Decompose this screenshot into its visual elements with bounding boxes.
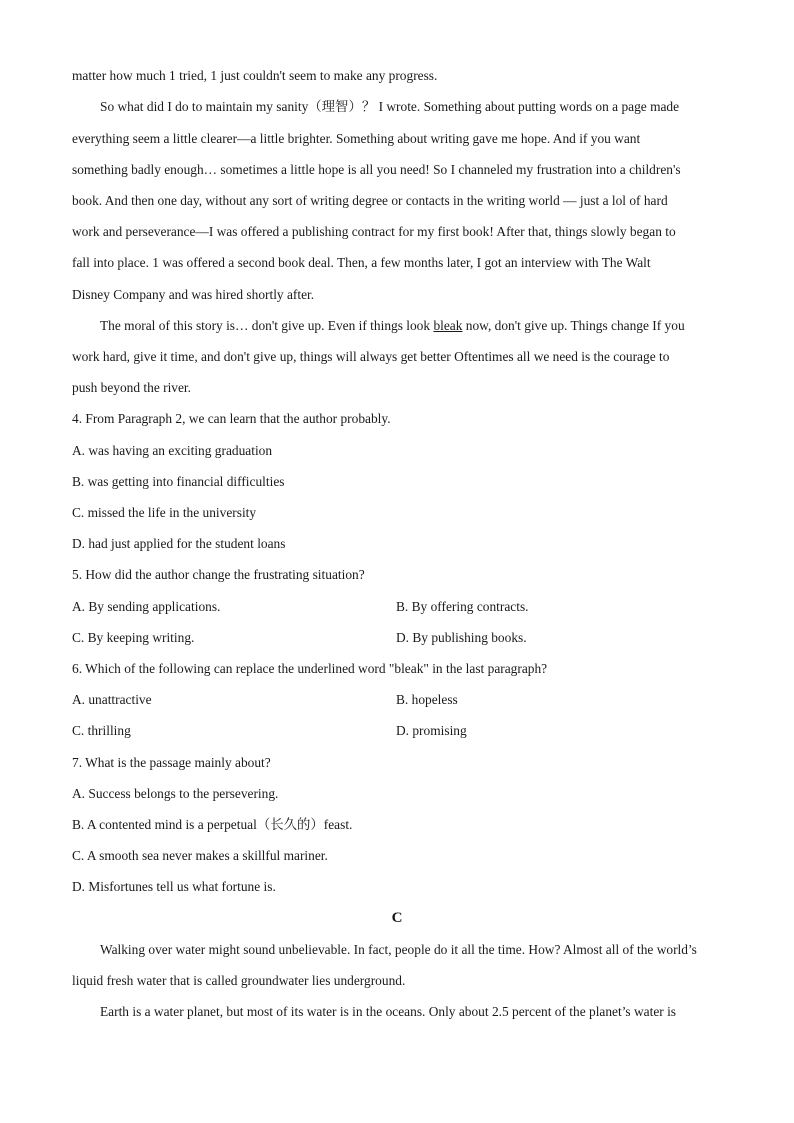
passage-c-paragraph-start: Walking over water might sound unbelievable. In fact, people do it all the time. How? Almost all of the world’s (100, 942, 697, 957)
question-5-option-a: A. By sending applications. (72, 599, 221, 614)
passage-b-paragraph-start: So what did I do to maintain my sanity（理智）？ I wrote. Something about putting words on a page made (100, 99, 680, 114)
passage-b-line: Disney Company and was hired shortly after. (72, 287, 315, 302)
passage-b-line: fall into place. 1 was offered a second book deal. Then, a few months later, I got an interview with The Walt (72, 255, 651, 270)
passage-b-line: something badly enough… sometimes a little hope is all you need! So I channeled my frustration into a children's (72, 162, 681, 177)
question-6-option-c: C. thrilling (72, 723, 131, 738)
question-6-option-b: B. hopeless (396, 692, 458, 707)
passage-b-line: everything seem a little clearer—a little brighter. Something about writing gave me hope. And if you want (72, 131, 641, 146)
question-5-option-c: C. By keeping writing. (72, 630, 195, 645)
question-7-option-a: A. Success belongs to the persevering. (72, 786, 279, 801)
passage-b-line: work hard, give it time, and don't give up, things will always get better Oftentimes all we need is the courage to (72, 349, 670, 364)
question-5-option-d: D. By publishing books. (396, 630, 527, 645)
question-5-stem: 5. How did the author change the frustrating situation? (72, 567, 365, 582)
passage-b-line: book. And then one day, without any sort of writing degree or contacts in the writing world — just a lol of hard (72, 193, 668, 208)
passage-c-line: liquid fresh water that is called groundwater lies underground. (72, 973, 406, 988)
question-5-option-b: B. By offering contracts. (396, 599, 529, 614)
question-4-stem: 4. From Paragraph 2, we can learn that the author probably. (72, 411, 391, 426)
underlined-word-bleak: bleak (433, 318, 463, 333)
text-segment: now, don't give up. Things change If you (462, 318, 685, 333)
question-6-option-a: A. unattractive (72, 692, 152, 707)
question-4-option-a: A. was having an exciting graduation (72, 443, 273, 458)
passage-b-line: work and perseverance—I was offered a publishing contract for my first book! After that, things slowly began to (72, 224, 676, 239)
question-7-option-b: B. A contented mind is a perpetual（长久的）feast. (72, 817, 353, 832)
question-7-stem: 7. What is the passage mainly about? (72, 755, 271, 770)
question-6-stem: 6. Which of the following can replace the underlined word "bleak" in the last paragraph? (72, 661, 548, 676)
question-6-option-d: D. promising (396, 723, 467, 738)
question-7-option-d: D. Misfortunes tell us what fortune is. (72, 879, 276, 894)
passage-c-paragraph-start: Earth is a water planet, but most of its water is in the oceans. Only about 2.5 percent of the planet’s water is (100, 1004, 677, 1019)
text-segment: The moral of this story is… don't give up. Even if things look (100, 318, 434, 333)
section-c-heading: C (391, 910, 403, 926)
passage-b-paragraph-start (100, 317, 685, 335)
passage-b-line: push beyond the river. (72, 380, 192, 395)
question-7-option-c: C. A smooth sea never makes a skillful mariner. (72, 848, 328, 863)
question-4-option-b: B. was getting into financial difficulties (72, 474, 285, 489)
question-4-option-d: D. had just applied for the student loans (72, 536, 286, 551)
passage-b-line: matter how much 1 tried, 1 just couldn't seem to make any progress. (72, 68, 438, 83)
question-4-option-c: C. missed the life in the university (72, 505, 257, 520)
